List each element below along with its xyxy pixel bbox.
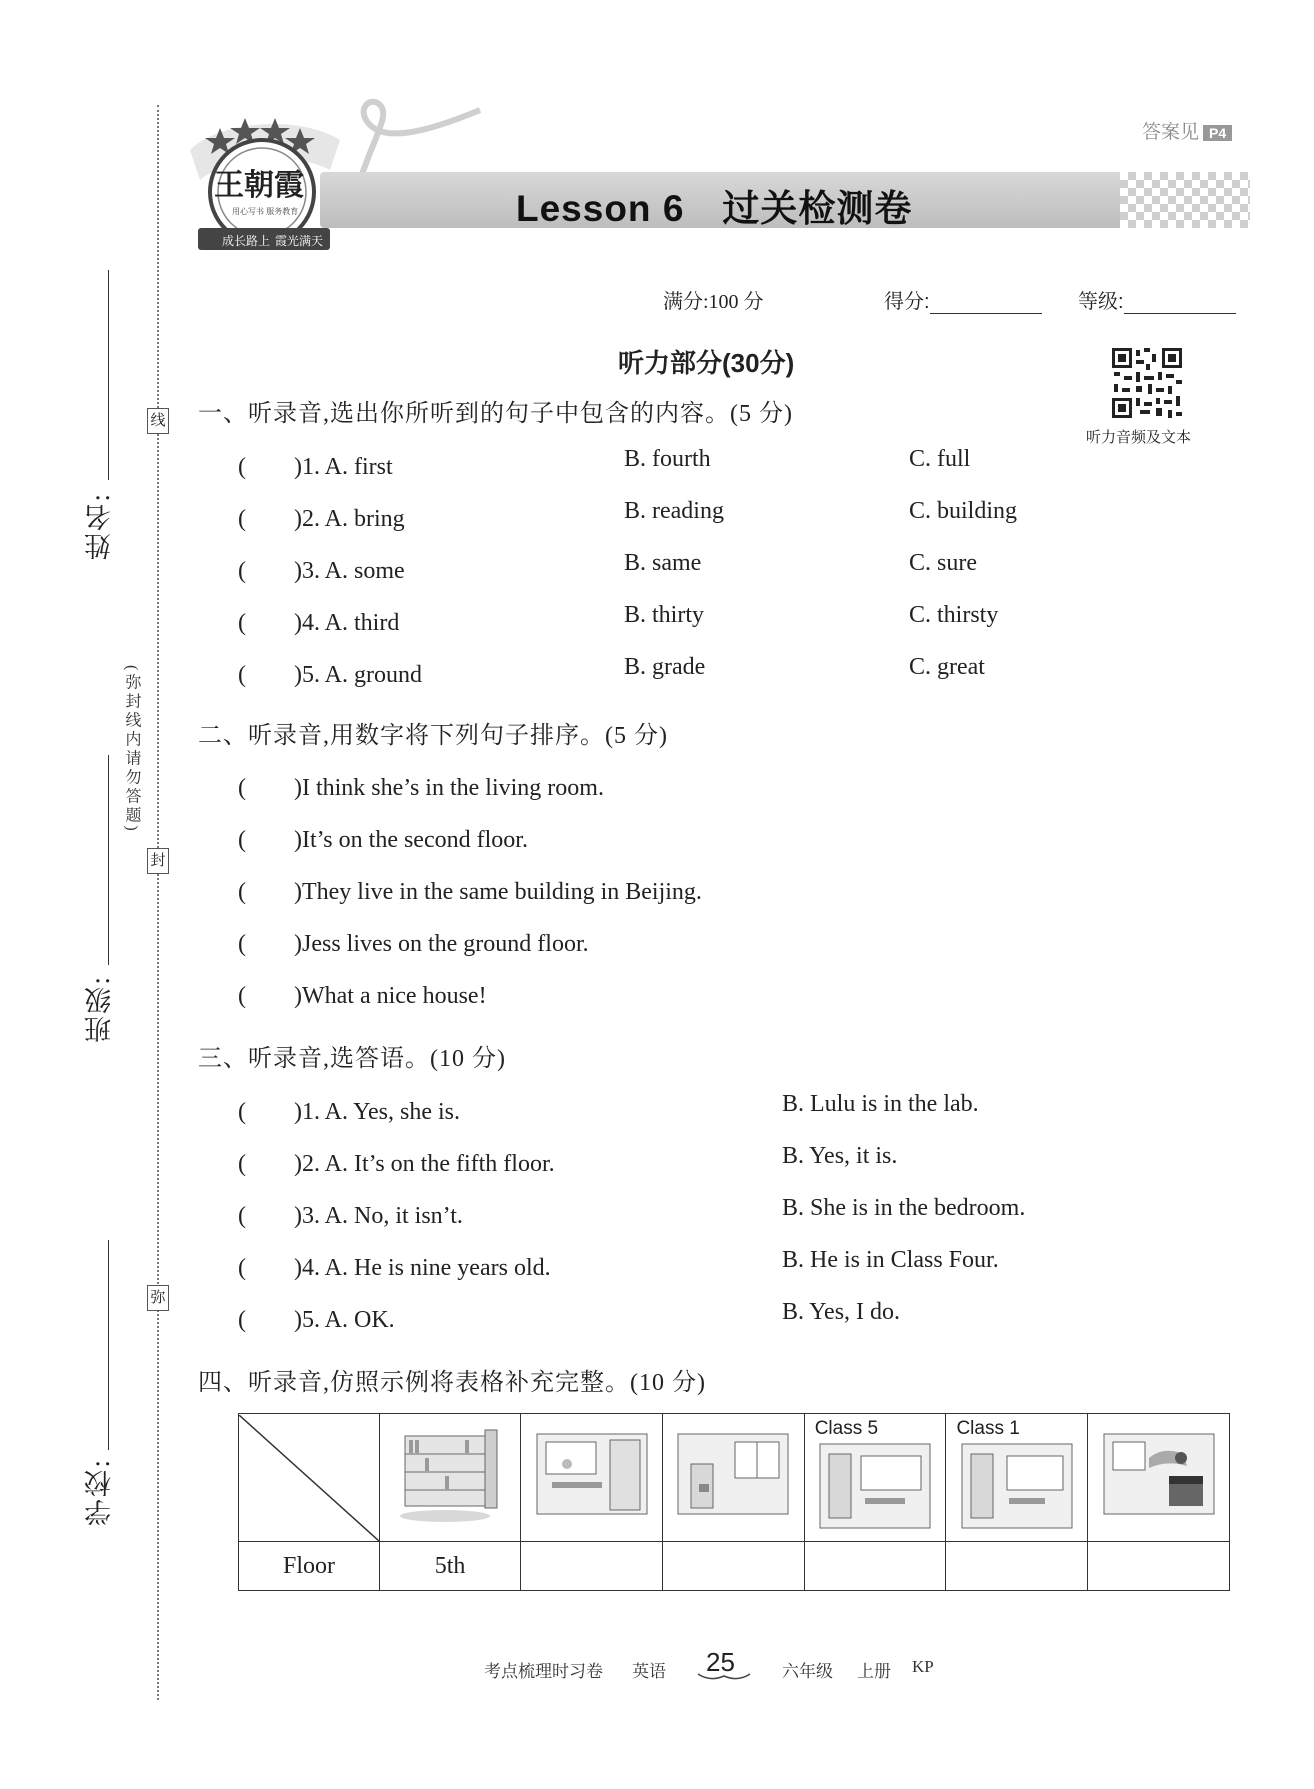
part3-item-2-b: B. Yes, it is. <box>782 1143 898 1169</box>
part3-item-4-b: B. He is in Class Four. <box>782 1247 999 1273</box>
part3-item-2-a[interactable]: ( )2. A. It’s on the fifth floor. <box>238 1151 555 1177</box>
logo-slogan-left: 成长路上 <box>222 234 271 248</box>
footer-volume: 上册 <box>857 1662 891 1681</box>
floor-table <box>238 1413 1230 1591</box>
footer-series: 考点梳理时习卷 <box>484 1662 603 1681</box>
floor-row-label: Floor <box>239 1542 380 1591</box>
part3-item-1-a[interactable]: ( )1. A. Yes, she is. <box>238 1099 461 1125</box>
part1-item-4-b: B. thirty <box>624 602 705 628</box>
answer-page-tag: P4 <box>1203 125 1232 141</box>
part1-item-2-c: C. building <box>909 498 1018 524</box>
grade-blank[interactable] <box>1124 293 1236 314</box>
qr-caption: 听力音频及文本 <box>1086 430 1192 446</box>
seal-mark-mi: 弥 <box>147 1285 169 1311</box>
class-label: 班级: <box>85 975 115 1043</box>
part1-item-3-c: C. sure <box>909 550 977 576</box>
part1-item-4-a[interactable]: ( )4. A. third <box>238 610 400 636</box>
footer-subject: 英语 <box>632 1662 666 1681</box>
class5-picture <box>804 1414 946 1542</box>
part3-item-3-b: B. She is in the bedroom. <box>782 1195 1026 1221</box>
page-title: Lesson 6 过关检测卷 <box>516 188 913 229</box>
grade-label: 等级: <box>1078 291 1124 313</box>
lab-icon <box>532 1424 652 1524</box>
logo-small-text: 用心写书 服务教育 <box>232 207 299 216</box>
page-number-book-icon <box>696 1672 752 1684</box>
part3-item-5-b: B. Yes, I do. <box>782 1299 901 1325</box>
part3-item-1-b: B. Lulu is in the lab. <box>782 1091 979 1117</box>
part1-heading: 一、听录音,选出你所听到的句子中包含的内容。(5 分) <box>198 401 793 427</box>
score-blank[interactable] <box>930 293 1042 314</box>
page-number: 25 <box>706 1647 735 1677</box>
part2-item-3[interactable]: ( )They live in the same building in Beijing. <box>238 879 702 905</box>
logo-slogan-right: 霞光满天 <box>275 234 324 248</box>
part2-item-2[interactable]: ( )It’s on the second floor. <box>238 827 528 853</box>
score-label: 得分: <box>884 291 930 313</box>
part1-item-3-a[interactable]: ( )3. A. some <box>238 558 405 584</box>
part1-item-5-c: C. great <box>909 654 985 680</box>
part1-item-1-b: B. fourth <box>624 446 711 472</box>
part1-item-5-b: B. grade <box>624 654 706 680</box>
score-field[interactable] <box>884 285 1042 314</box>
floor-answer-cell[interactable] <box>804 1542 946 1591</box>
part1-item-1-a[interactable]: ( )1. A. first <box>238 454 393 480</box>
seal-notice: (弥封线内请勿答题) <box>123 665 140 834</box>
part3-item-5-a[interactable]: ( )5. A. OK. <box>238 1307 395 1333</box>
part1-item-5-a[interactable]: ( )5. A. ground <box>238 662 422 688</box>
classroom-icon <box>957 1438 1077 1534</box>
seal-mark-seal: 封 <box>147 848 169 874</box>
music-room-picture <box>1088 1414 1230 1542</box>
part2-item-4[interactable]: ( )Jess lives on the ground floor. <box>238 931 589 957</box>
part3-item-3-a[interactable]: ( )3. A. No, it isn’t. <box>238 1203 463 1229</box>
footer-edition: KP <box>912 1657 934 1676</box>
seal-dotted-line <box>157 105 159 1700</box>
class1-label: Class 1 <box>956 1418 1020 1439</box>
lab-picture <box>521 1414 663 1542</box>
part1-item-2-a[interactable]: ( )2. A. bring <box>238 506 405 532</box>
music-room-icon <box>1099 1424 1219 1524</box>
library-icon <box>395 1424 505 1524</box>
table-corner-cell <box>239 1414 380 1542</box>
part4-heading: 四、听录音,仿照示例将表格补充完整。(10 分) <box>198 1370 706 1396</box>
full-marks: 满分:100 分 <box>663 291 764 313</box>
floor-example-cell: 5th <box>380 1542 521 1591</box>
floor-answer-cell[interactable] <box>662 1542 804 1591</box>
school-label: 学校: <box>85 1458 115 1526</box>
logo-brand-text: 王朝霞 <box>214 168 304 203</box>
floor-answer-cell[interactable] <box>521 1542 663 1591</box>
part3-heading: 三、听录音,选答语。(10 分) <box>198 1046 506 1072</box>
banner-checker-pattern <box>1120 172 1250 228</box>
seal-mark-line: 线 <box>147 408 169 434</box>
qr-code-icon[interactable] <box>1110 346 1184 420</box>
class5-label: Class 5 <box>814 1418 879 1439</box>
part2-item-1[interactable]: ( )I think she’s in the living room. <box>238 775 604 801</box>
room-picture <box>662 1414 804 1542</box>
name-label: 姓名: <box>85 492 115 560</box>
part1-item-1-c: C. full <box>909 446 971 472</box>
class-field-line[interactable] <box>108 755 109 965</box>
library-picture <box>380 1414 521 1542</box>
class1-picture <box>946 1414 1088 1542</box>
part2-heading: 二、听录音,用数字将下列句子排序。(5 分) <box>198 723 668 749</box>
floor-answer-cell[interactable] <box>946 1542 1088 1591</box>
room-icon <box>673 1424 793 1524</box>
part1-item-2-b: B. reading <box>624 498 724 524</box>
part3-item-4-a[interactable]: ( )4. A. He is nine years old. <box>238 1255 551 1281</box>
school-field-line[interactable] <box>108 1240 109 1450</box>
listening-heading: 听力部分(30分) <box>618 348 795 378</box>
answer-reference: 答案见 P4 <box>1142 117 1232 144</box>
name-field-line[interactable] <box>108 270 109 480</box>
classroom-icon <box>815 1438 935 1534</box>
grade-field[interactable] <box>1078 285 1236 314</box>
part1-item-3-b: B. same <box>624 550 702 576</box>
part2-item-5[interactable]: ( )What a nice house! <box>238 983 487 1009</box>
footer-grade: 六年级 <box>782 1662 833 1681</box>
part1-item-4-c: C. thirsty <box>909 602 999 628</box>
floor-answer-cell[interactable] <box>1088 1542 1230 1591</box>
